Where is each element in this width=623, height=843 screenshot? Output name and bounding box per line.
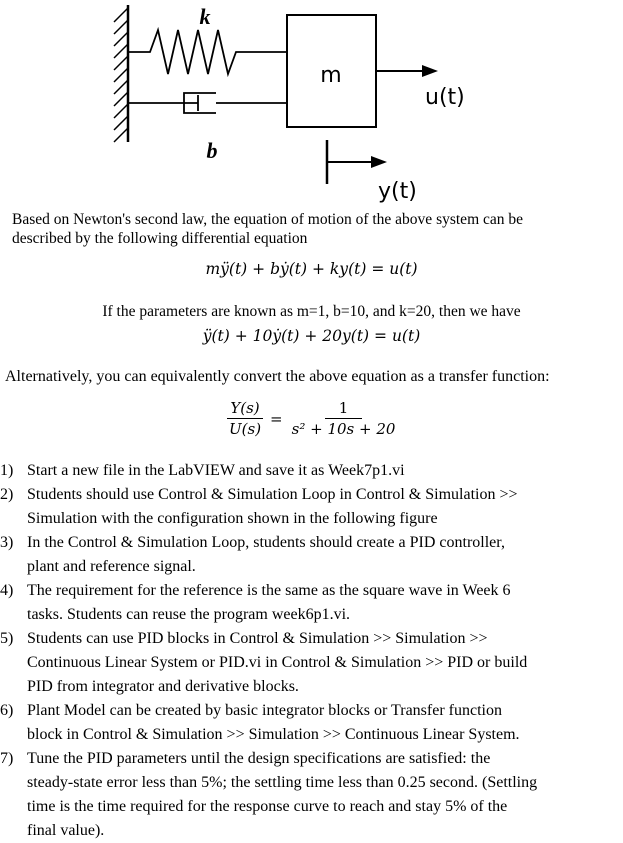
task-number: 2) xyxy=(0,486,14,503)
tf-rhs-numerator: 1 xyxy=(325,398,363,419)
task-item xyxy=(0,531,600,579)
task-line: block in Control & Simulation >> Simulation >> Continuous Linear System. xyxy=(27,726,520,743)
task-item xyxy=(0,627,600,699)
task-line: steady-state error less than 5%; the settling time less than 0.25 second. (Settling xyxy=(27,774,538,791)
tf-lhs xyxy=(226,398,264,439)
equation-of-motion: mÿ(t) + bẏ(t) + ky(t) = u(t) xyxy=(205,260,418,278)
tf-lhs-numerator: Y(s) xyxy=(227,398,262,419)
damper-label: b xyxy=(206,138,218,163)
intro-paragraph xyxy=(12,210,523,248)
displacement-label: y(t) xyxy=(378,179,417,204)
wall-hatch xyxy=(114,8,128,142)
transfer-function-intro: Alternatively, you can equivalently convert the above equation as a transfer function: xyxy=(5,368,550,385)
task-line: Simulation with the configuration shown in the following figure xyxy=(27,510,438,527)
force-arrowhead xyxy=(422,65,438,77)
task-line: Plant Model can be created by basic integrator blocks or Transfer function xyxy=(27,702,502,719)
task-line: time is the time required for the response curve to reach and stay 5% of the xyxy=(27,798,508,815)
damper xyxy=(128,93,287,113)
task-line: final value). xyxy=(27,822,105,839)
transfer-function xyxy=(226,398,398,439)
parameters-text: If the parameters are known as m=1, b=10, and k=20, then we have xyxy=(102,303,521,320)
task-line: In the Control & Simulation Loop, students should create a PID controller, xyxy=(27,534,505,551)
task-number: 1) xyxy=(0,462,14,479)
intro-line-1: Based on Newton's second law, the equation of motion of the above system can be xyxy=(12,211,524,228)
task-line: Students can use PID blocks in Control & Simulation >> Simulation >> xyxy=(27,630,488,647)
tf-equals: = xyxy=(270,409,283,428)
task-line: The requirement for the reference is the same as the square wave in Week 6 xyxy=(27,582,511,599)
tf-lhs-denominator: U(s) xyxy=(229,420,262,438)
task-item xyxy=(0,747,600,843)
task-line: Students should use Control & Simulation Loop in Control & Simulation >> xyxy=(27,486,518,503)
spring xyxy=(128,30,287,74)
equation-with-parameters: ÿ(t) + 10ẏ(t) + 20y(t) = u(t) xyxy=(202,327,421,345)
mass-spring-damper-diagram xyxy=(0,0,623,210)
task-list xyxy=(0,459,600,843)
task-item xyxy=(0,483,600,531)
task-line: Tune the PID parameters until the design specifications are satisfied: the xyxy=(27,750,491,767)
task-number: 3) xyxy=(0,534,14,551)
task-item xyxy=(0,699,600,747)
force-label: u(t) xyxy=(425,85,465,110)
tf-rhs xyxy=(289,398,399,439)
task-number: 7) xyxy=(0,750,14,767)
mass-label: m xyxy=(320,63,342,88)
intro-line-2: described by the following differential equation xyxy=(12,230,308,247)
task-number: 6) xyxy=(0,702,14,719)
task-line: tasks. Students can reuse the program week6p1.vi. xyxy=(27,606,351,623)
displacement-arrowhead xyxy=(371,156,387,168)
task-number: 4) xyxy=(0,582,14,599)
tf-rhs-denominator: s² + 10s + 20 xyxy=(291,420,396,438)
task-line: plant and reference signal. xyxy=(27,558,196,575)
task-line: PID from integrator and derivative blocks. xyxy=(27,678,299,695)
task-number: 5) xyxy=(0,630,14,647)
spring-label: k xyxy=(199,4,211,29)
task-item xyxy=(0,579,600,627)
task-line: Continuous Linear System or PID.vi in Control & Simulation >> PID or build xyxy=(27,654,528,671)
task-line: Start a new file in the LabVIEW and save it as Week7p1.vi xyxy=(27,462,405,479)
task-item xyxy=(0,459,600,483)
